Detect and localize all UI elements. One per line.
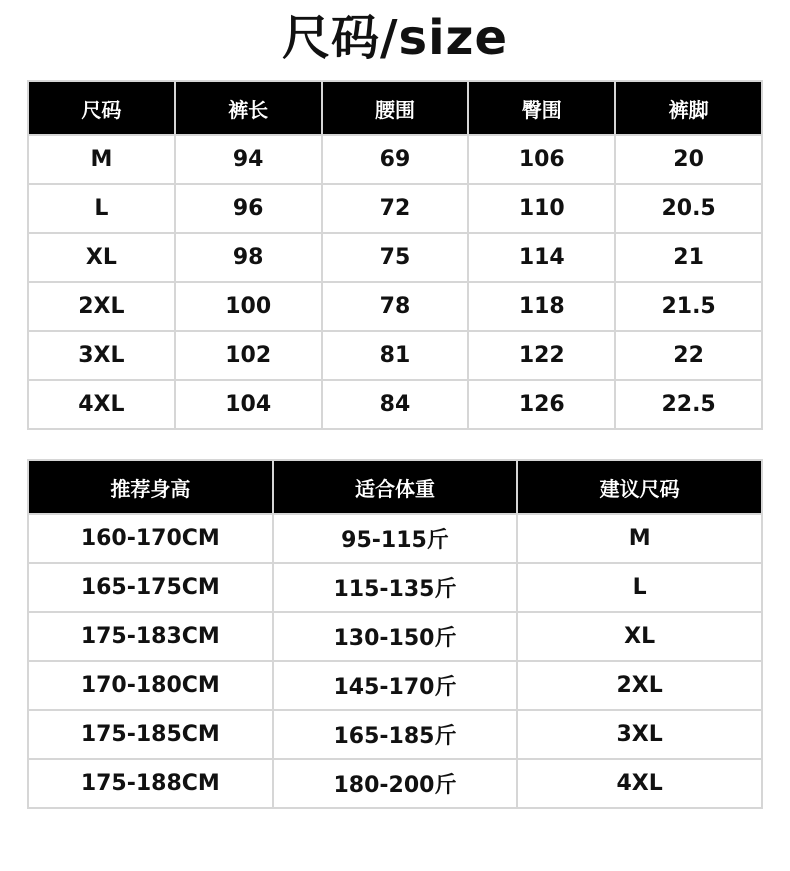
recommend-table-header-row <box>28 460 762 514</box>
cell-pants-length: 102 <box>175 331 322 380</box>
cell-hip: 118 <box>468 282 615 331</box>
cell-weight: 180-200斤 <box>273 759 518 808</box>
cell-size: M <box>28 135 175 184</box>
cell-pants-length: 98 <box>175 233 322 282</box>
table-row <box>28 331 762 380</box>
cell-height: 175-185CM <box>28 710 273 759</box>
cell-height: 160-170CM <box>28 514 273 563</box>
page-title: 尺码/size <box>281 10 509 66</box>
cell-suggested-size: 2XL <box>517 661 762 710</box>
header-recommended-height: 推荐身高 <box>28 460 273 514</box>
cell-leg-opening: 22.5 <box>615 380 762 429</box>
cell-suggested-size: 4XL <box>517 759 762 808</box>
cell-size: 3XL <box>28 331 175 380</box>
cell-height: 175-188CM <box>28 759 273 808</box>
table-row <box>28 612 762 661</box>
header-leg-opening: 裤脚 <box>615 81 762 135</box>
table-row <box>28 759 762 808</box>
cell-suggested-size: M <box>517 514 762 563</box>
cell-size: XL <box>28 233 175 282</box>
cell-size: L <box>28 184 175 233</box>
table-row <box>28 233 762 282</box>
cell-suggested-size: L <box>517 563 762 612</box>
header-suggested-size: 建议尺码 <box>517 460 762 514</box>
cell-hip: 106 <box>468 135 615 184</box>
cell-leg-opening: 21 <box>615 233 762 282</box>
table-row <box>28 282 762 331</box>
cell-hip: 122 <box>468 331 615 380</box>
cell-pants-length: 104 <box>175 380 322 429</box>
cell-waist: 75 <box>322 233 469 282</box>
cell-height: 165-175CM <box>28 563 273 612</box>
table-row <box>28 184 762 233</box>
cell-suggested-size: XL <box>517 612 762 661</box>
cell-weight: 165-185斤 <box>273 710 518 759</box>
size-table-header-row <box>28 81 762 135</box>
table-row <box>28 661 762 710</box>
cell-pants-length: 94 <box>175 135 322 184</box>
cell-height: 170-180CM <box>28 661 273 710</box>
cell-height: 175-183CM <box>28 612 273 661</box>
cell-pants-length: 96 <box>175 184 322 233</box>
cell-hip: 110 <box>468 184 615 233</box>
cell-waist: 81 <box>322 331 469 380</box>
size-measurement-table <box>27 80 763 430</box>
header-pants-length: 裤长 <box>175 81 322 135</box>
header-suitable-weight: 适合体重 <box>273 460 518 514</box>
table-row <box>28 710 762 759</box>
size-recommendation-table <box>27 459 763 809</box>
cell-weight: 95-115斤 <box>273 514 518 563</box>
cell-waist: 84 <box>322 380 469 429</box>
cell-leg-opening: 20.5 <box>615 184 762 233</box>
cell-hip: 126 <box>468 380 615 429</box>
header-waist: 腰围 <box>322 81 469 135</box>
cell-waist: 78 <box>322 282 469 331</box>
cell-hip: 114 <box>468 233 615 282</box>
cell-weight: 115-135斤 <box>273 563 518 612</box>
cell-suggested-size: 3XL <box>517 710 762 759</box>
cell-waist: 72 <box>322 184 469 233</box>
table-row <box>28 380 762 429</box>
table-row <box>28 514 762 563</box>
cell-leg-opening: 21.5 <box>615 282 762 331</box>
cell-size: 4XL <box>28 380 175 429</box>
cell-leg-opening: 20 <box>615 135 762 184</box>
cell-weight: 130-150斤 <box>273 612 518 661</box>
cell-weight: 145-170斤 <box>273 661 518 710</box>
header-hip: 臀围 <box>468 81 615 135</box>
table-row <box>28 563 762 612</box>
cell-leg-opening: 22 <box>615 331 762 380</box>
table-row <box>28 135 762 184</box>
cell-size: 2XL <box>28 282 175 331</box>
header-size: 尺码 <box>28 81 175 135</box>
cell-pants-length: 100 <box>175 282 322 331</box>
cell-waist: 69 <box>322 135 469 184</box>
